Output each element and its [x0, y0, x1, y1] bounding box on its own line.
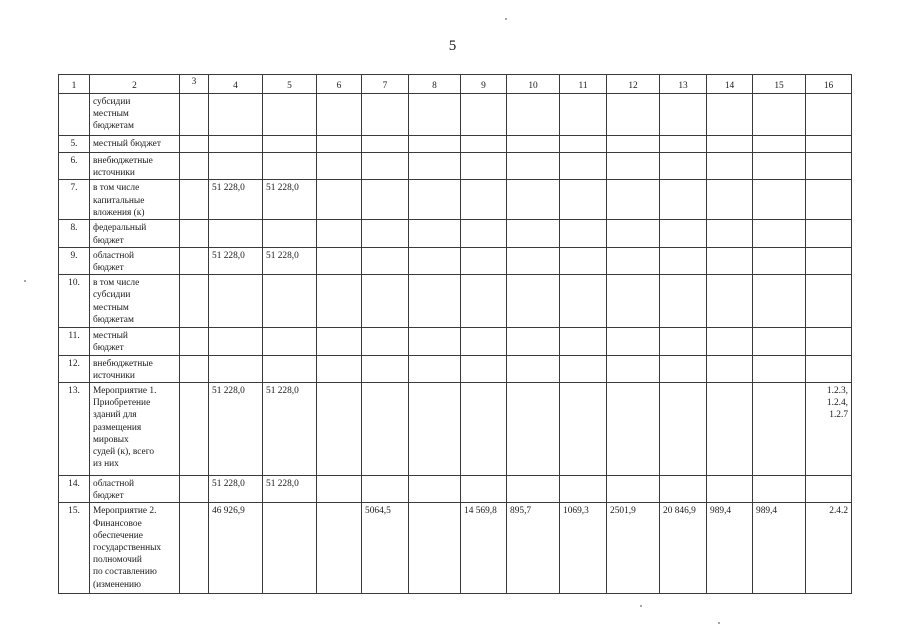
value-cell [180, 136, 209, 153]
value-cell [660, 94, 707, 136]
value-cell [461, 136, 507, 153]
value-cell [707, 328, 753, 355]
row-number-cell: 9. [59, 247, 90, 274]
value-cell [317, 275, 362, 328]
value-cell [560, 136, 607, 153]
value-cell [362, 355, 409, 382]
value-cell [753, 275, 806, 328]
scan-speck [505, 18, 507, 20]
value-cell [263, 136, 317, 153]
value-cell [461, 220, 507, 247]
value-cell [806, 136, 852, 153]
value-cell [806, 355, 852, 382]
value-cell [461, 355, 507, 382]
value-cell: 2501,9 [607, 503, 660, 594]
value-cell [409, 180, 461, 220]
table-row [59, 136, 852, 153]
value-cell [660, 247, 707, 274]
value-cell [507, 153, 560, 180]
value-cell [362, 94, 409, 136]
value-cell [607, 355, 660, 382]
value-cell [409, 136, 461, 153]
column-header-14: 14 [707, 75, 753, 94]
value-cell [507, 180, 560, 220]
value-cell [180, 355, 209, 382]
column-header-6: 6 [317, 75, 362, 94]
value-cell [317, 136, 362, 153]
value-cell [209, 136, 263, 153]
row-number-cell: 11. [59, 328, 90, 355]
value-cell [461, 94, 507, 136]
value-cell [507, 328, 560, 355]
row-label-cell: внебюджетные источники [90, 355, 180, 382]
value-cell [263, 355, 317, 382]
value-cell [409, 275, 461, 328]
value-cell [461, 153, 507, 180]
row-label-cell: субсидии местным бюджетам [90, 94, 180, 136]
column-header-7: 7 [362, 75, 409, 94]
value-cell [180, 328, 209, 355]
column-header-8: 8 [409, 75, 461, 94]
value-cell: 51 228,0 [263, 476, 317, 503]
value-cell [560, 275, 607, 328]
table-row [59, 153, 852, 180]
value-cell [362, 180, 409, 220]
value-cell [660, 220, 707, 247]
value-cell [317, 476, 362, 503]
row-number-cell: 13. [59, 383, 90, 476]
value-cell: 1069,3 [560, 503, 607, 594]
value-cell [180, 220, 209, 247]
value-cell [660, 476, 707, 503]
value-cell [362, 328, 409, 355]
value-cell [409, 328, 461, 355]
row-number-cell: 6. [59, 153, 90, 180]
value-cell [560, 383, 607, 476]
value-cell: 14 569,8 [461, 503, 507, 594]
value-cell [753, 136, 806, 153]
value-cell [180, 476, 209, 503]
value-cell [707, 383, 753, 476]
row-number-cell: 8. [59, 220, 90, 247]
value-cell [806, 328, 852, 355]
value-cell [209, 328, 263, 355]
value-cell [607, 153, 660, 180]
value-cell [461, 180, 507, 220]
value-cell [560, 153, 607, 180]
value-cell [362, 136, 409, 153]
value-cell [409, 383, 461, 476]
value-cell: 51 228,0 [263, 247, 317, 274]
column-header-5: 5 [263, 75, 317, 94]
value-cell [180, 247, 209, 274]
value-cell [660, 355, 707, 382]
column-header-16: 16 [806, 75, 852, 94]
value-cell [707, 94, 753, 136]
value-cell [317, 383, 362, 476]
row-label-cell: в том числе субсидии местным бюджетам [90, 275, 180, 328]
value-cell [362, 153, 409, 180]
value-cell: 989,4 [707, 503, 753, 594]
value-cell [180, 383, 209, 476]
value-cell [317, 503, 362, 594]
value-cell [806, 476, 852, 503]
value-cell [317, 355, 362, 382]
value-cell [317, 153, 362, 180]
value-cell [806, 220, 852, 247]
value-cell [753, 328, 806, 355]
row-label-cell: местный бюджет [90, 136, 180, 153]
row-label-cell: Мероприятие 1. Приобретение зданий для размещения мировых судей (к), всего из них [90, 383, 180, 476]
value-cell [180, 180, 209, 220]
scan-speck [640, 605, 642, 607]
value-cell [607, 136, 660, 153]
column-header-11: 11 [560, 75, 607, 94]
value-cell [707, 220, 753, 247]
value-cell [560, 247, 607, 274]
value-cell: 989,4 [753, 503, 806, 594]
value-cell [660, 180, 707, 220]
table-row [59, 180, 852, 220]
value-cell [209, 355, 263, 382]
row-label-cell: местный бюджет [90, 328, 180, 355]
value-cell: 20 846,9 [660, 503, 707, 594]
value-cell [607, 247, 660, 274]
row-number-cell: 15. [59, 503, 90, 594]
row-label-cell: федеральный бюджет [90, 220, 180, 247]
header-row [59, 75, 852, 94]
value-cell [560, 476, 607, 503]
value-cell: 46 926,9 [209, 503, 263, 594]
value-cell [753, 153, 806, 180]
value-cell [317, 94, 362, 136]
value-cell [317, 220, 362, 247]
value-cell [607, 383, 660, 476]
value-cell [806, 153, 852, 180]
value-cell [560, 220, 607, 247]
value-cell: 5064,5 [362, 503, 409, 594]
value-cell [362, 383, 409, 476]
value-cell [607, 328, 660, 355]
value-cell [507, 383, 560, 476]
value-cell: 51 228,0 [209, 247, 263, 274]
row-label-cell: областной бюджет [90, 247, 180, 274]
value-cell [263, 153, 317, 180]
value-cell [753, 247, 806, 274]
value-cell [560, 328, 607, 355]
value-cell [409, 247, 461, 274]
value-cell [753, 355, 806, 382]
scan-speck [718, 622, 720, 624]
value-cell [607, 180, 660, 220]
value-cell [180, 153, 209, 180]
value-cell [317, 247, 362, 274]
value-cell [263, 275, 317, 328]
value-cell [317, 328, 362, 355]
value-cell [607, 94, 660, 136]
value-cell [806, 180, 852, 220]
table-row [59, 328, 852, 355]
value-cell: 51 228,0 [209, 180, 263, 220]
column-header-2: 2 [90, 75, 180, 94]
table-row [59, 503, 852, 594]
value-cell [461, 247, 507, 274]
value-cell [806, 94, 852, 136]
row-label-cell: в том числе капитальные вложения (к) [90, 180, 180, 220]
value-cell [209, 94, 263, 136]
value-cell [507, 247, 560, 274]
budget-table [58, 74, 852, 594]
value-cell [263, 94, 317, 136]
value-cell: 1.2.3, 1.2.4, 1.2.7 [806, 383, 852, 476]
table-row [59, 247, 852, 274]
value-cell [180, 94, 209, 136]
table-row [59, 355, 852, 382]
value-cell [560, 180, 607, 220]
value-cell [507, 476, 560, 503]
value-cell [362, 476, 409, 503]
value-cell [409, 94, 461, 136]
value-cell [660, 136, 707, 153]
column-header-9: 9 [461, 75, 507, 94]
value-cell [409, 476, 461, 503]
column-header-4: 4 [209, 75, 263, 94]
value-cell: 51 228,0 [263, 383, 317, 476]
table-row [59, 476, 852, 503]
value-cell [806, 275, 852, 328]
value-cell [263, 503, 317, 594]
value-cell [560, 355, 607, 382]
row-number-cell [59, 94, 90, 136]
value-cell [209, 275, 263, 328]
value-cell [707, 153, 753, 180]
row-number-cell: 14. [59, 476, 90, 503]
value-cell [753, 94, 806, 136]
value-cell [707, 476, 753, 503]
column-header-10: 10 [507, 75, 560, 94]
column-header-13: 13 [660, 75, 707, 94]
row-label-cell: областной бюджет [90, 476, 180, 503]
value-cell [753, 220, 806, 247]
value-cell [707, 275, 753, 328]
value-cell [607, 275, 660, 328]
value-cell [409, 220, 461, 247]
value-cell [180, 503, 209, 594]
value-cell [461, 275, 507, 328]
value-cell [660, 328, 707, 355]
column-header-15: 15 [753, 75, 806, 94]
value-cell [507, 94, 560, 136]
value-cell [409, 503, 461, 594]
value-cell [461, 476, 507, 503]
value-cell [507, 220, 560, 247]
row-label-cell: Мероприятие 2. Финансовое обеспечение государственных полномочий по составлению (изменению [90, 503, 180, 594]
value-cell: 51 228,0 [263, 180, 317, 220]
value-cell [607, 220, 660, 247]
value-cell: 51 228,0 [209, 383, 263, 476]
value-cell [707, 247, 753, 274]
row-number-cell: 5. [59, 136, 90, 153]
row-number-cell: 12. [59, 355, 90, 382]
value-cell [753, 180, 806, 220]
table-row [59, 275, 852, 328]
value-cell [507, 275, 560, 328]
scan-speck [24, 280, 26, 282]
value-cell [707, 136, 753, 153]
value-cell [409, 153, 461, 180]
value-cell [409, 355, 461, 382]
table-row [59, 383, 852, 476]
value-cell [560, 94, 607, 136]
value-cell [607, 476, 660, 503]
value-cell [209, 220, 263, 247]
value-cell: 2.4.2 [806, 503, 852, 594]
value-cell [362, 220, 409, 247]
column-header-1: 1 [59, 75, 90, 94]
value-cell [362, 275, 409, 328]
row-label-cell: внебюджетные источники [90, 153, 180, 180]
value-cell [507, 136, 560, 153]
value-cell [209, 153, 263, 180]
table-row [59, 94, 852, 136]
value-cell [461, 383, 507, 476]
row-number-cell: 10. [59, 275, 90, 328]
page-number: 5 [448, 38, 457, 54]
value-cell [660, 383, 707, 476]
value-cell [317, 180, 362, 220]
value-cell [507, 355, 560, 382]
value-cell [753, 476, 806, 503]
value-cell [753, 383, 806, 476]
value-cell [180, 275, 209, 328]
value-cell [707, 180, 753, 220]
value-cell [362, 247, 409, 274]
value-cell [461, 328, 507, 355]
value-cell [806, 247, 852, 274]
value-cell [263, 328, 317, 355]
value-cell [707, 355, 753, 382]
column-header-3: 3 [180, 75, 209, 94]
value-cell [660, 153, 707, 180]
value-cell: 895,7 [507, 503, 560, 594]
value-cell: 51 228,0 [209, 476, 263, 503]
row-number-cell: 7. [59, 180, 90, 220]
value-cell [660, 275, 707, 328]
column-header-12: 12 [607, 75, 660, 94]
value-cell [263, 220, 317, 247]
table-row [59, 220, 852, 247]
